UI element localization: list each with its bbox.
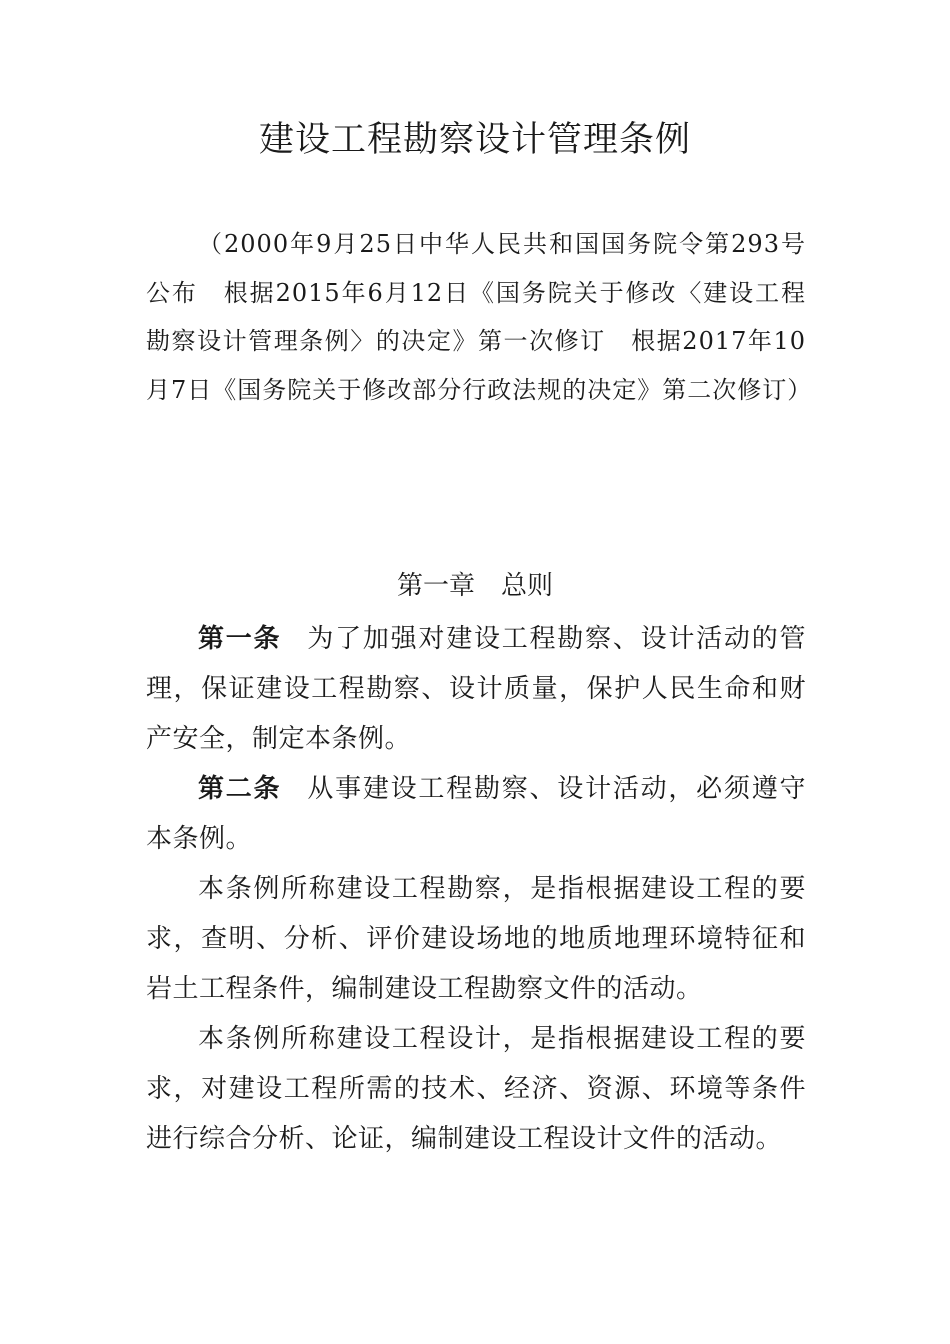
document-title: 建设工程勘察设计管理条例 xyxy=(258,120,691,160)
article-1-text: 为了加强对建设工程勘察、设计活动的管理，保证建设工程勘察、设计质量，保护人民生命和财产安全，制定本条例。 xyxy=(146,624,806,754)
article-2-number: 第二条 xyxy=(198,774,282,804)
article-1 xyxy=(146,614,806,764)
document-body xyxy=(146,614,806,1164)
paragraph-design-definition: 本条例所称建设工程设计，是指根据建设工程的要求，对建设工程所需的技术、经济、资源、环境等条件进行综合分析、论证，编制建设工程设计文件的活动。 xyxy=(146,1024,806,1154)
chapter-heading: 第一章 总则 xyxy=(396,571,553,601)
preamble-text: （2000年9月25日中华人民共和国国务院令第293号公布 根据2015年6月12日《国务院关于修改〈建设工程勘察设计管理条例〉的决定》第一次修订 根据2017年10月7日《国务院关于修改部分行政法规的决定》第二次修订） xyxy=(146,230,813,404)
article-1-number: 第一条 xyxy=(198,624,282,654)
paragraph-survey-definition: 本条例所称建设工程勘察，是指根据建设工程的要求，查明、分析、评价建设场地的地质地理环境特征和岩土工程条件，编制建设工程勘察文件的活动。 xyxy=(146,874,806,1004)
article-2-text: 从事建设工程勘察、设计活动，必须遵守本条例。 xyxy=(146,774,806,854)
article-2 xyxy=(146,764,806,864)
